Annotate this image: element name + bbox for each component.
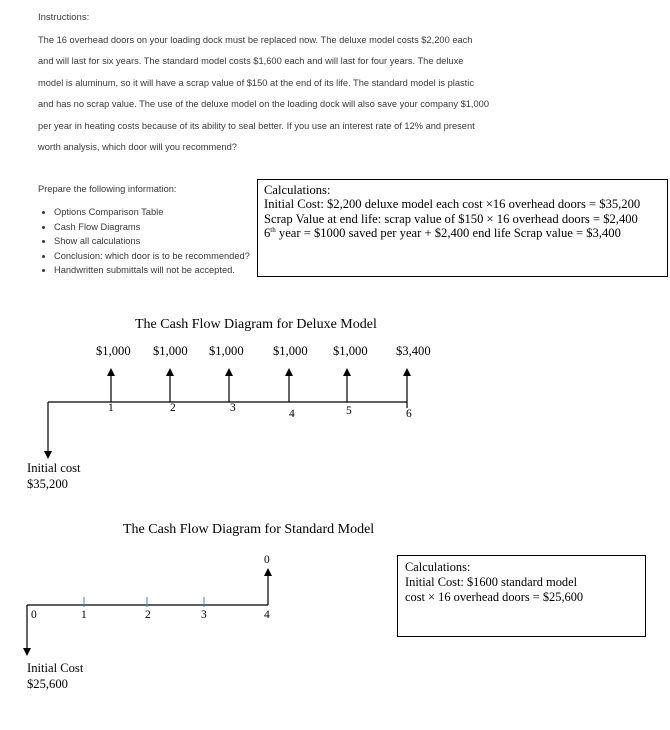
standard-end-value: 0: [264, 554, 270, 566]
list-item: • Cash Flow Diagrams: [54, 220, 250, 235]
calc-sixth-year-suffix: th: [270, 226, 276, 235]
deluxe-period-2: 2: [170, 402, 176, 414]
deluxe-inflow-6: $3,400: [396, 344, 431, 358]
standard-period-4: 4: [264, 609, 270, 621]
deluxe-period-1: 1: [108, 402, 114, 414]
deluxe-period-5: 5: [346, 405, 352, 417]
standard-initial-label: Initial Cost: [27, 661, 84, 675]
list-item: • Conclusion: which door is to be recommended?: [54, 249, 250, 264]
standard-initial-value: $25,600: [27, 677, 68, 691]
instruction-line-3: model is aluminum, so it will have a scrap value of $150 at the end of its life. The standard model is plastic: [38, 78, 474, 88]
calc-sixth-year-text: year = $1000 saved per year + $2,400 end life Scrap value = $3,400: [275, 226, 621, 241]
calc-initial-cost: Initial Cost: $1600 standard model: [405, 575, 578, 589]
deluxe-inflow-3: $1,000: [209, 344, 244, 358]
calc-scrap-value: Scrap Value at end life: scrap value of $150 × 16 overhead doors = $2,400: [264, 211, 638, 226]
instruction-line-6: worth analysis, which door will you recommend?: [38, 142, 237, 152]
deluxe-inflow-1: $1,000: [96, 344, 131, 358]
deluxe-period-4: 4: [289, 408, 295, 420]
standard-period-2: 2: [145, 609, 151, 621]
prepare-title: Prepare the following information:: [38, 184, 177, 194]
deluxe-inflow-2: $1,000: [153, 344, 188, 358]
deluxe-diagram-title: The Cash Flow Diagram for Deluxe Model: [135, 317, 377, 332]
instruction-line-4: and has no scrap value. The use of the deluxe model on the loading dock will also save your company $1,000: [38, 99, 490, 109]
instruction-line-5: per year in heating costs because of its ability to seal better. If you use an interest rate of 12% and present: [38, 121, 475, 131]
deluxe-period-3: 3: [230, 402, 236, 414]
standard-period-1: 1: [81, 609, 87, 621]
calc-initial-cost: Initial Cost: $2,200 deluxe model each cost ×16 overhead doors = $35,200: [264, 197, 641, 212]
instruction-line-1: The 16 overhead doors on your loading dock must be replaced now. The deluxe model costs $2,200 each: [38, 35, 473, 45]
standard-period-3: 3: [201, 609, 207, 621]
deluxe-inflow-5: $1,000: [333, 344, 368, 358]
list-item: • Options Comparison Table: [54, 205, 250, 220]
instructions-title: Instructions:: [38, 12, 90, 23]
deluxe-period-6: 6: [406, 408, 412, 420]
calc-initial-cost-cont: cost × 16 overhead doors = $25,600: [405, 590, 584, 604]
deluxe-initial-value: $35,200: [27, 477, 68, 491]
calc-sixth-year-number: 6: [264, 226, 271, 241]
calc-heading: Calculations:: [264, 183, 331, 197]
list-item: • Handwritten submittals will not be accepted.: [54, 263, 250, 278]
calc-heading: Calculations:: [405, 560, 471, 574]
standard-diagram-title: The Cash Flow Diagram for Standard Model: [123, 522, 375, 537]
list-item: • Show all calculations: [54, 234, 250, 249]
instruction-line-2: and will last for six years. The standard model costs $1,600 each and will last for four years. The deluxe: [38, 56, 464, 66]
deluxe-inflow-4: $1,000: [273, 344, 308, 358]
standard-period-0: 0: [31, 609, 37, 621]
deluxe-initial-label: Initial cost: [27, 461, 81, 475]
